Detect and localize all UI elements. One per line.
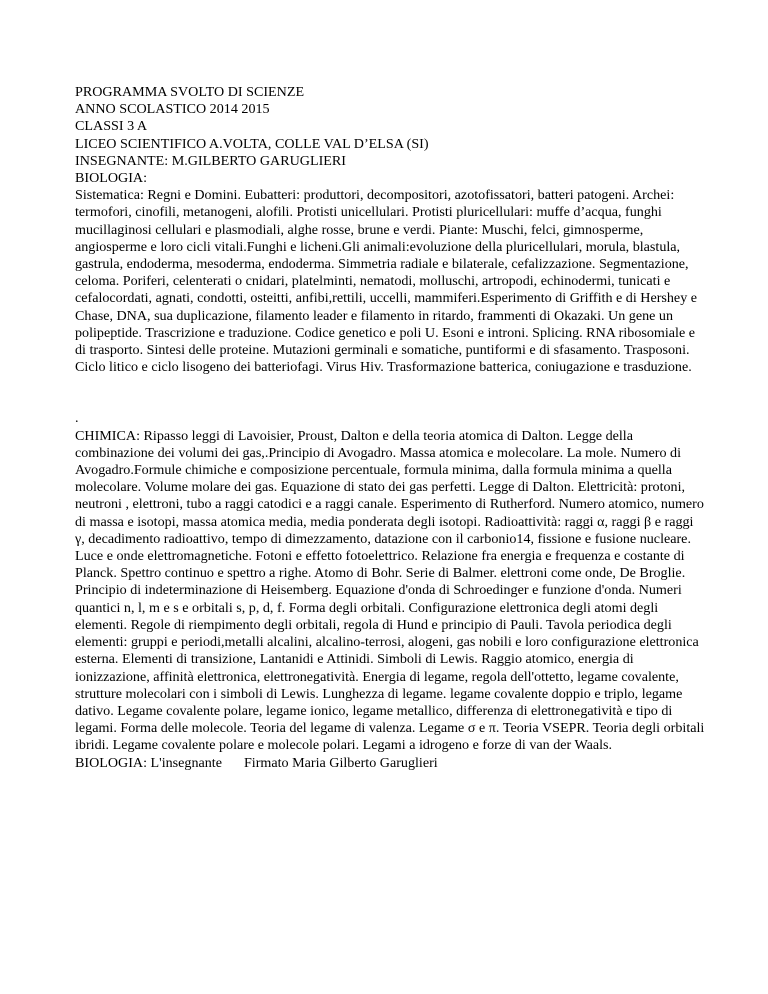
- biologia-paragraph: Sistematica: Regni e Domini. Eubatteri: produttori, decompositori, azotofissatori, batteri patogeni. Archei: termofori, cinofili, metanogeni, alofili. Protisti unicellulari. Protisti pluricellulari: muffe d’acqua, funghi mucillaginosi cellulari e plasmodiali, alghe rosse, brune e verdi. Piante: Muschi, felci, gimnosperme, angiosperme e loro cicli vitali.Funghi e licheni.Gli animali:evoluzione della pluricellulari, morula, blastula, gastrula, endoderma, mesoderma, endoderma. Simmetria radiale e bilaterale, cefalizzazione. Segmentazione, celoma. Poriferi, celenterati o cnidari, platelminti, nematodi, molluschi, artropodi, echinodermi, tunicati e cefalocordati, agnati, condotti, osteitti, anfibi,rettili, uccelli, mammiferi.Esperimento di Griffith e di Hershey e Chase, DNA, sua duplicazione, filamento leader e filamento in ritardo, frammenti di Okazaki. Un gene un polipeptide. Trascrizione e traduzione. Codice genetico e poli U. Esoni e introni. Splicing. RNA ribosomiale e di trasporto. Sintesi delle proteine. Mutazioni germinali e somatiche, puntiformi e di sfasamento. Trasposoni. Ciclo litico e ciclo lisogeno dei batteriofagi. Virus Hiv. Trasformazione batterica, coniugazione e trasduzione.: [75, 187, 698, 376]
- school-name: LICEO SCIENTIFICO A.VOLTA, COLLE VAL D’ELSA (SI): [75, 135, 429, 152]
- class-name: CLASSI 3 A: [75, 118, 148, 135]
- school-year: ANNO SCOLASTICO 2014 2015: [75, 101, 270, 118]
- section-spacer: [75, 376, 705, 410]
- doc-title: PROGRAMMA SVOLTO DI SCIENZE: [75, 84, 305, 100]
- separator-dot: .: [75, 410, 79, 427]
- signature-line: [75, 755, 705, 772]
- document-body: [75, 84, 705, 772]
- signature-name: Firmato Maria Gilberto Garuglieri: [243, 754, 438, 771]
- biologia-heading: BIOLOGIA:: [75, 170, 148, 187]
- signature-label: BIOLOGIA: L'insegnante: [75, 754, 222, 771]
- chimica-paragraph-1: CHIMICA: Ripasso leggi di Lavoisier, Proust, Dalton e della teoria atomica di Dalton. Legge della combinazione dei volumi dei gas,.Principio di Avogadro. Massa atomica e molecolare. La mole. Numero di Avogadro.Formule chimiche e composizione percentuale, formula minima, dalla formula minima a quella molecolare. Volume molare dei gas. Equazione di stato dei gas perfetti. Legge di Dalton. Elettricità: protoni, neutroni , elettroni, tubo a raggi catodici e a raggi canale. Esperimento di Rutherford. Numero atomico, numero di massa e isotopi, massa atomica media, media ponderata degli isotopi. Radioattività: raggi α, raggi β e raggi γ, decadimento radioattivo, tempo di dimezzamento, datazione con il carbonio14, fissione e fusione nucleare.: [75, 427, 704, 547]
- teacher-name: INSEGNANTE: M.GILBERTO GARUGLIERI: [75, 152, 346, 169]
- chimica-paragraph-2: Luce e onde elettromagnetiche. Fotoni e effetto fotoelettrico. Relazione fra energia e frequenza e costante di Planck. Spettro continuo e spettro a righe. Atomo di Bohr. Serie di Balmer. elettroni come onde, De Broglie. Principio di indeterminazione di Heisemberg. Equazione d'onda di Schroedinger e funzione d'onda. Numeri quantici n, l, m e s e orbitali s, p, d, f. Forma degli orbitali. Configurazione elettronica degli atomi degli elementi. Regole di riempimento degli orbitali, regola di Hund e principio di Pauli. Tavola periodica degli elementi: gruppi e periodi,metalli alcalini, alcalino-terrosi, alogeni, gas nobili e loro configurazione elettronica esterna. Elementi di transizione, Lantanidi e Attinidi. Simboli di Lewis. Raggio atomico, energia di ionizzazione, affinità elettronica, elettronegatività. Energia di legame, regola dell'ottetto, legame covalente, strutture molecolari con i simboli di Lewis. Lunghezza di legame. legame covalente doppio e triplo, legame dativo. Legame covalente polare, legame ionico, legame metallico, differenza di elettronegatività e tipo di legami. Forma delle molecole. Teoria del legame di valenza. Legame σ e π. Teoria VSEPR. Teoria degli orbitali ibridi. Legame covalente polare e molecole polari. Legami a idrogeno e forze di van der Waals.: [75, 548, 705, 754]
